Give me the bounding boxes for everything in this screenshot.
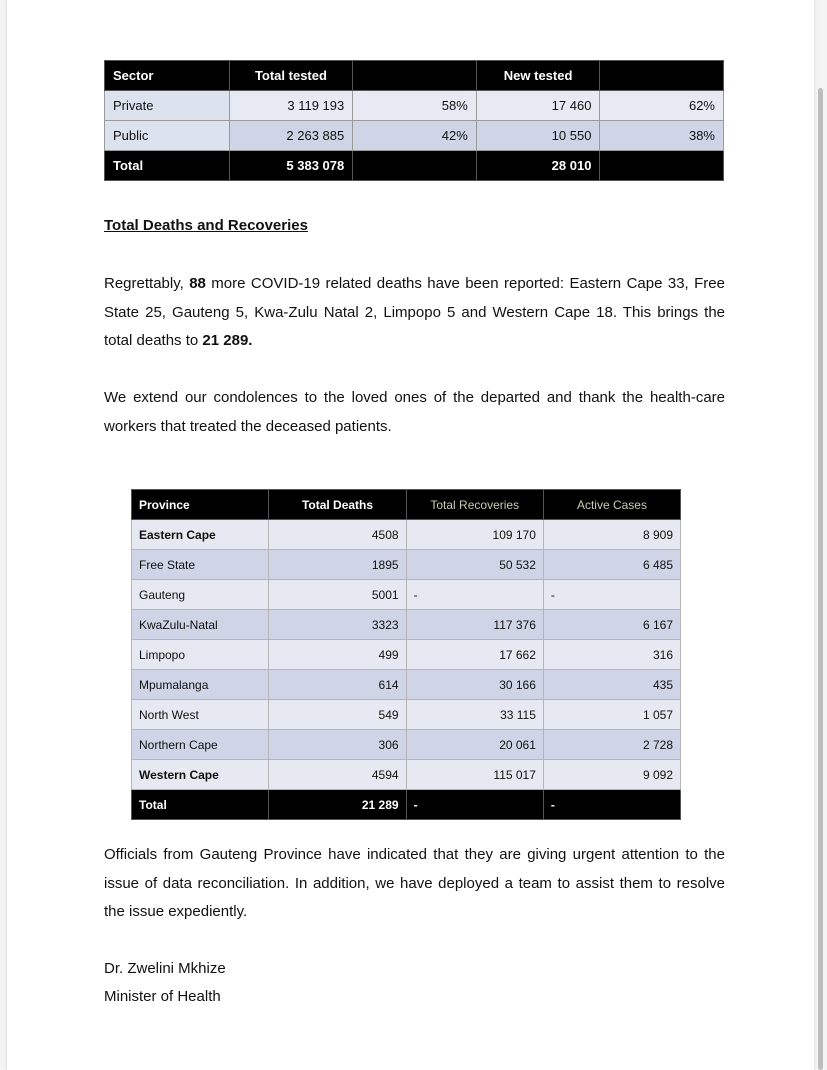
table-cell: - xyxy=(406,790,543,820)
table-cell: - xyxy=(543,580,680,610)
table-cell: Western Cape xyxy=(132,760,269,790)
table-header-row xyxy=(132,490,681,520)
condolences-paragraph: We extend our condolences to the loved ones of the departed and thank the health-care workers that treated the deceased patients. xyxy=(104,389,725,435)
table-cell: 38% xyxy=(600,121,724,151)
table-cell: 4594 xyxy=(269,760,406,790)
text-span: Regrettably, xyxy=(104,275,190,292)
table-cell: 316 xyxy=(543,640,680,670)
table-cell: 5 383 078 xyxy=(229,151,353,181)
table-cell: Mpumalanga xyxy=(132,670,269,700)
header-cell: Sector xyxy=(105,61,230,91)
table-cell: Limpopo xyxy=(132,640,269,670)
header-cell: Active Cases xyxy=(543,490,680,520)
table-cell: 20 061 xyxy=(406,730,543,760)
table-cell xyxy=(600,151,724,181)
table-row xyxy=(132,700,681,730)
table-cell: 6 167 xyxy=(543,610,680,640)
table-cell: 4508 xyxy=(269,520,406,550)
table-cell: North West xyxy=(132,700,269,730)
table-cell: 9 092 xyxy=(543,760,680,790)
table-cell: - xyxy=(543,790,680,820)
table-cell: 8 909 xyxy=(543,520,680,550)
table-row xyxy=(105,91,724,121)
table-cell: 2 263 885 xyxy=(229,121,353,151)
table-row xyxy=(132,640,681,670)
total-deaths-count: 21 289. xyxy=(202,332,253,349)
table-cell: 435 xyxy=(543,670,680,700)
table-cell: 614 xyxy=(269,670,406,700)
header-cell: Total Deaths xyxy=(269,490,406,520)
deaths-paragraph xyxy=(104,270,725,356)
table-cell: 3323 xyxy=(269,610,406,640)
table-cell: 33 115 xyxy=(406,700,543,730)
text-span: more COVID-19 related deaths have been reported: Eastern Cape 33, Free State 25, Gauteng 5, Kwa-Zulu Natal 2, Limpopo 5 and Western Cape 18. This brings the total deaths to xyxy=(104,275,725,349)
table-cell: Gauteng xyxy=(132,580,269,610)
table-cell: Northern Cape xyxy=(132,730,269,760)
header-cell xyxy=(353,61,477,91)
table-cell: 1895 xyxy=(269,550,406,580)
scrollbar[interactable] xyxy=(818,88,823,1070)
reconciliation-paragraph: Officials from Gauteng Province have indicated that they are giving urgent attention to the issue of data reconciliation. In addition, we have deployed a team to assist them to resolve the issue expediently. xyxy=(104,846,725,920)
table-row xyxy=(132,760,681,790)
table-row xyxy=(132,580,681,610)
table-cell: - xyxy=(406,580,543,610)
table-cell: Free State xyxy=(132,550,269,580)
table-cell: 6 485 xyxy=(543,550,680,580)
table-cell: Public xyxy=(105,121,230,151)
table-cell: 306 xyxy=(269,730,406,760)
table-cell: 17 460 xyxy=(476,91,600,121)
table-cell: 117 376 xyxy=(406,610,543,640)
table-cell: Private xyxy=(105,91,230,121)
table-cell: 28 010 xyxy=(476,151,600,181)
table-cell: 10 550 xyxy=(476,121,600,151)
header-cell: Province xyxy=(132,490,269,520)
table-row xyxy=(132,550,681,580)
sector-testing-table xyxy=(104,60,724,181)
header-cell: Total Recoveries xyxy=(406,490,543,520)
table-cell: 42% xyxy=(353,121,477,151)
table-header-row xyxy=(105,61,724,91)
signatory-name: Dr. Zwelini Mkhize xyxy=(104,960,226,977)
header-cell: Total tested xyxy=(229,61,353,91)
table-cell: 30 166 xyxy=(406,670,543,700)
table-cell: 21 289 xyxy=(269,790,406,820)
table-cell: 5001 xyxy=(269,580,406,610)
table-cell: 62% xyxy=(600,91,724,121)
table-cell: Eastern Cape xyxy=(132,520,269,550)
table-cell: Total xyxy=(105,151,230,181)
header-cell: New tested xyxy=(476,61,600,91)
table-row xyxy=(132,610,681,640)
table-total-row xyxy=(132,790,681,820)
table-cell: 50 532 xyxy=(406,550,543,580)
new-deaths-count: 88 xyxy=(189,275,206,292)
table-row xyxy=(132,730,681,760)
table-row xyxy=(105,121,724,151)
table-cell: KwaZulu-Natal xyxy=(132,610,269,640)
table-cell: 3 119 193 xyxy=(229,91,353,121)
table-cell: 1 057 xyxy=(543,700,680,730)
table-cell: 17 662 xyxy=(406,640,543,670)
table-cell: 115 017 xyxy=(406,760,543,790)
table-cell xyxy=(353,151,477,181)
table-cell: 549 xyxy=(269,700,406,730)
table-row xyxy=(132,520,681,550)
section-heading: Total Deaths and Recoveries xyxy=(104,217,308,234)
table-cell: Total xyxy=(132,790,269,820)
signatory-title: Minister of Health xyxy=(104,988,221,1005)
table-total-row xyxy=(105,151,724,181)
province-table xyxy=(131,489,681,820)
header-cell xyxy=(600,61,724,91)
table-cell: 109 170 xyxy=(406,520,543,550)
table-row xyxy=(132,670,681,700)
table-cell: 499 xyxy=(269,640,406,670)
table-cell: 58% xyxy=(353,91,477,121)
table-cell: 2 728 xyxy=(543,730,680,760)
